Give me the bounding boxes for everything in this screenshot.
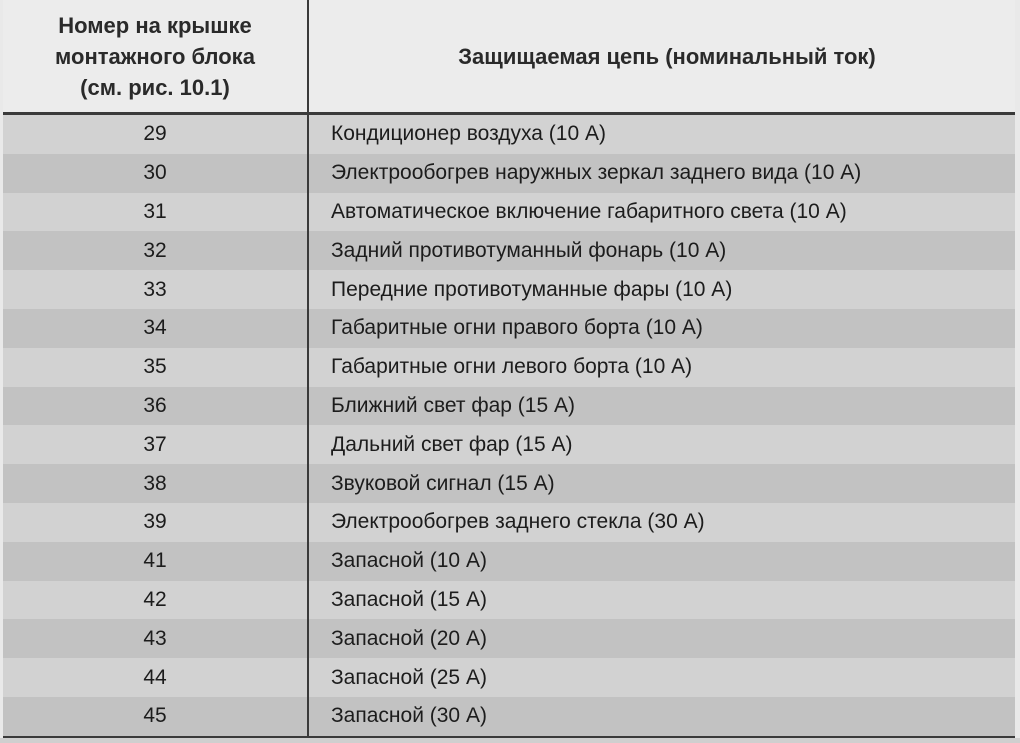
table-row (3, 425, 1015, 464)
table-row (3, 231, 1015, 270)
table-row (3, 348, 1015, 387)
protected-circuit-cell: Звуковой сигнал (15 А) (308, 464, 1015, 503)
fuse-table (3, 0, 1015, 738)
header-fuse-number-line-1: Номер на крышке (58, 12, 252, 38)
header-row (3, 0, 1015, 114)
fuse-number-cell: 35 (3, 348, 308, 387)
table-row (3, 581, 1015, 620)
header-fuse-number (3, 0, 308, 114)
table-row (3, 114, 1015, 154)
protected-circuit-cell: Электрообогрев заднего стекла (30 А) (308, 503, 1015, 542)
fuse-number-cell: 45 (3, 697, 308, 737)
protected-circuit-cell: Габаритные огни левого борта (10 А) (308, 348, 1015, 387)
protected-circuit-cell: Ближний свет фар (15 А) (308, 387, 1015, 426)
table-row (3, 193, 1015, 232)
protected-circuit-cell: Дальний свет фар (15 А) (308, 425, 1015, 464)
fuse-number-cell: 39 (3, 503, 308, 542)
header-fuse-number-line-3: (см. рис. 10.1) (80, 74, 230, 100)
protected-circuit-cell: Запасной (20 А) (308, 619, 1015, 658)
table-row (3, 503, 1015, 542)
table-row (3, 619, 1015, 658)
table-body (3, 114, 1015, 738)
table-row (3, 658, 1015, 697)
table-row (3, 464, 1015, 503)
protected-circuit-cell: Автоматическое включение габаритного света (10 А) (308, 193, 1015, 232)
fuse-number-cell: 34 (3, 309, 308, 348)
header-fuse-number-line-2: монтажного блока (55, 43, 255, 69)
fuse-number-cell: 38 (3, 464, 308, 503)
table-row (3, 542, 1015, 581)
protected-circuit-cell: Запасной (30 А) (308, 697, 1015, 737)
protected-circuit-cell: Запасной (10 А) (308, 542, 1015, 581)
fuse-number-cell: 44 (3, 658, 308, 697)
fuse-number-cell: 37 (3, 425, 308, 464)
table-row (3, 270, 1015, 309)
protected-circuit-cell: Электрообогрев наружных зеркал заднего вида (10 А) (308, 154, 1015, 193)
table-row (3, 309, 1015, 348)
fuse-number-cell: 30 (3, 154, 308, 193)
fuse-number-cell: 43 (3, 619, 308, 658)
header-protected-circuit: Защищаемая цепь (номинальный ток) (308, 0, 1015, 114)
fuse-number-cell: 31 (3, 193, 308, 232)
table-row (3, 154, 1015, 193)
fuse-number-cell: 29 (3, 114, 308, 154)
page-bottom-edge (0, 738, 1020, 743)
fuse-number-cell: 36 (3, 387, 308, 426)
fuse-number-cell: 41 (3, 542, 308, 581)
protected-circuit-cell: Задний противотуманный фонарь (10 А) (308, 231, 1015, 270)
fuse-number-cell: 32 (3, 231, 308, 270)
protected-circuit-cell: Запасной (25 А) (308, 658, 1015, 697)
table-row (3, 697, 1015, 737)
protected-circuit-cell: Габаритные огни правого борта (10 А) (308, 309, 1015, 348)
table-header (3, 0, 1015, 114)
protected-circuit-cell: Запасной (15 А) (308, 581, 1015, 620)
table-row (3, 387, 1015, 426)
fuse-number-cell: 42 (3, 581, 308, 620)
protected-circuit-cell: Передние противотуманные фары (10 А) (308, 270, 1015, 309)
protected-circuit-cell: Кондиционер воздуха (10 А) (308, 114, 1015, 154)
fuse-number-cell: 33 (3, 270, 308, 309)
